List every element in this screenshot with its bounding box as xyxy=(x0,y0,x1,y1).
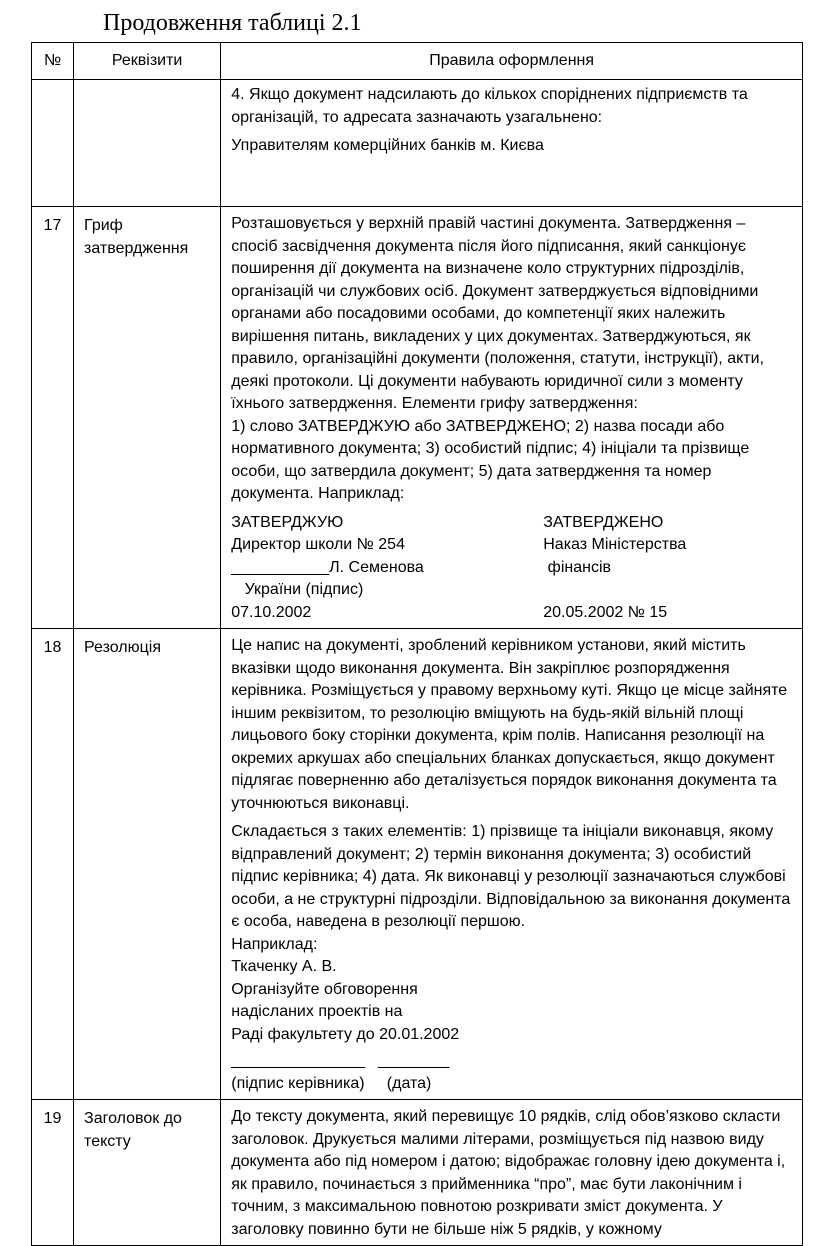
example-line: Наприклад: xyxy=(231,935,318,953)
table-row xyxy=(32,207,803,629)
example-line: Ткаченку А. В. xyxy=(231,958,337,975)
row-requisite: Заголовок до тексту xyxy=(74,1100,221,1246)
rules-paragraph: Це напис на документі, зроблений керівником установи, який містить вказівки щодо виконання документа. Він закріплює розпорядження керівника. Розміщується у правому верхньому куті. Якщо це місце зайняте іншим реквізитом, то резолюцію вміщують на будь-якій вільній площі лицьового боку сторінки документа, крім полів. Написання резолюції на окремих аркушах або спеціальних бланках допускається, якщо документ підлягає поверненню або деталізується порядок виконання документа та уточнюються виконавці. xyxy=(231,637,788,812)
example-left-line: ___________Л. Семенова xyxy=(231,558,424,576)
row-num: 19 xyxy=(32,1100,74,1246)
header-rules: Правила оформлення xyxy=(221,43,803,80)
table-row xyxy=(32,80,803,207)
row-num xyxy=(32,80,74,207)
rules-paragraph: 4. Якщо документ надсилають до кількох споріднених підприємств та організацій, то адресата зазначають узагальнено: xyxy=(231,86,748,126)
rules-paragraph: Розташовується у верхній правій частині документа. Затвердження – спосіб засвідчення документа після його підписання, який санкціонує поширення дії документа на визначене коло структурних підрозділів, організацій чи службових осіб. Документ затверджується відповідними органами або посадовими особами, до компетенції яких належить вирішення питань, викладених у цих документах. Затверджуються, як правило, організаційні документи (положення, статути, інструкції), акти, деякі протоколи. Ці документи набувають юридичної сили з моменту їхнього затвердження. Елементи грифу затвердження: xyxy=(231,215,764,412)
row-num: 18 xyxy=(32,629,74,1100)
example-line: Раді факультету до 20.01.2002 xyxy=(231,1025,460,1043)
example-line: _______________ ________ xyxy=(231,1052,450,1069)
example-line: (підпис керівника) (дата) xyxy=(231,1074,432,1092)
example-line: надісланих проектів на xyxy=(231,1003,403,1020)
example-left-line: України (підпис) xyxy=(231,581,364,598)
header-num: № xyxy=(32,43,74,80)
example-left-line: 07.10.2002 xyxy=(231,603,312,621)
rules-paragraph: До тексту документа, який перевищує 10 рядків, слід обов’язково скласти заголовок. Друкується малими літерами, розміщується під назвою виду документа або під номером і датою; відображає головну ідею документа і, як правило, починається з прийменника “про”, має бути лаконічним і точним, з максимальною повнотою розкривати зміст документа. У заголовку повинно бути не більше ніж 5 рядків, у кожному xyxy=(231,1108,786,1238)
rules-paragraph: Управителям комерційних банків м. Києва xyxy=(231,137,544,154)
table-row xyxy=(32,629,803,1100)
row-rules xyxy=(221,80,803,207)
example-right-line: ЗАТВЕРДЖЕНО xyxy=(543,513,664,531)
row-requisite xyxy=(74,80,221,207)
example-left-line: ЗАТВЕРДЖУЮ xyxy=(231,513,344,531)
table-header-row xyxy=(32,43,803,80)
table-row xyxy=(32,1100,803,1246)
row-rules xyxy=(221,207,803,629)
row-requisite: Резолюція xyxy=(74,629,221,1100)
requisites-table xyxy=(31,42,803,1246)
rules-paragraph: Складається з таких елементів: 1) прізвище та ініціали виконавця, якому відправлений документ; 2) термін виконання документа; 3) особистий підпис керівника; 4) дата. Як виконавці у резолюції зазначаються службові особи, а не структурні підрозділи. Відповідальною за виконання документа є особа, наведена в резолюції першою. xyxy=(231,823,791,930)
example-left-line: Директор школи № 254 xyxy=(231,536,405,553)
approval-example xyxy=(231,512,794,625)
example-line: Організуйте обговорення xyxy=(231,980,418,998)
row-num: 17 xyxy=(32,207,74,629)
example-right-line: 20.05.2002 № 15 xyxy=(543,603,668,621)
row-rules xyxy=(221,1100,803,1246)
table-caption: Продовження таблиці 2.1 xyxy=(103,10,362,36)
resolution-example xyxy=(231,934,794,1096)
rules-paragraph: 1) слово ЗАТВЕРДЖУЮ або ЗАТВЕРДЖЕНО; 2) назва посади або нормативного документа; 3) особистий підпис; 4) ініціали та прізвище особи, що затвердила документ; 5) дата затвердження та номер документа. Наприклад: xyxy=(231,417,750,502)
example-right-line: фінансів xyxy=(543,558,612,576)
header-requisites: Реквізити xyxy=(74,43,221,80)
row-rules xyxy=(221,629,803,1100)
row-requisite: Гриф затвердження xyxy=(74,207,221,629)
example-right-line: Наказ Міністерства xyxy=(543,536,687,553)
